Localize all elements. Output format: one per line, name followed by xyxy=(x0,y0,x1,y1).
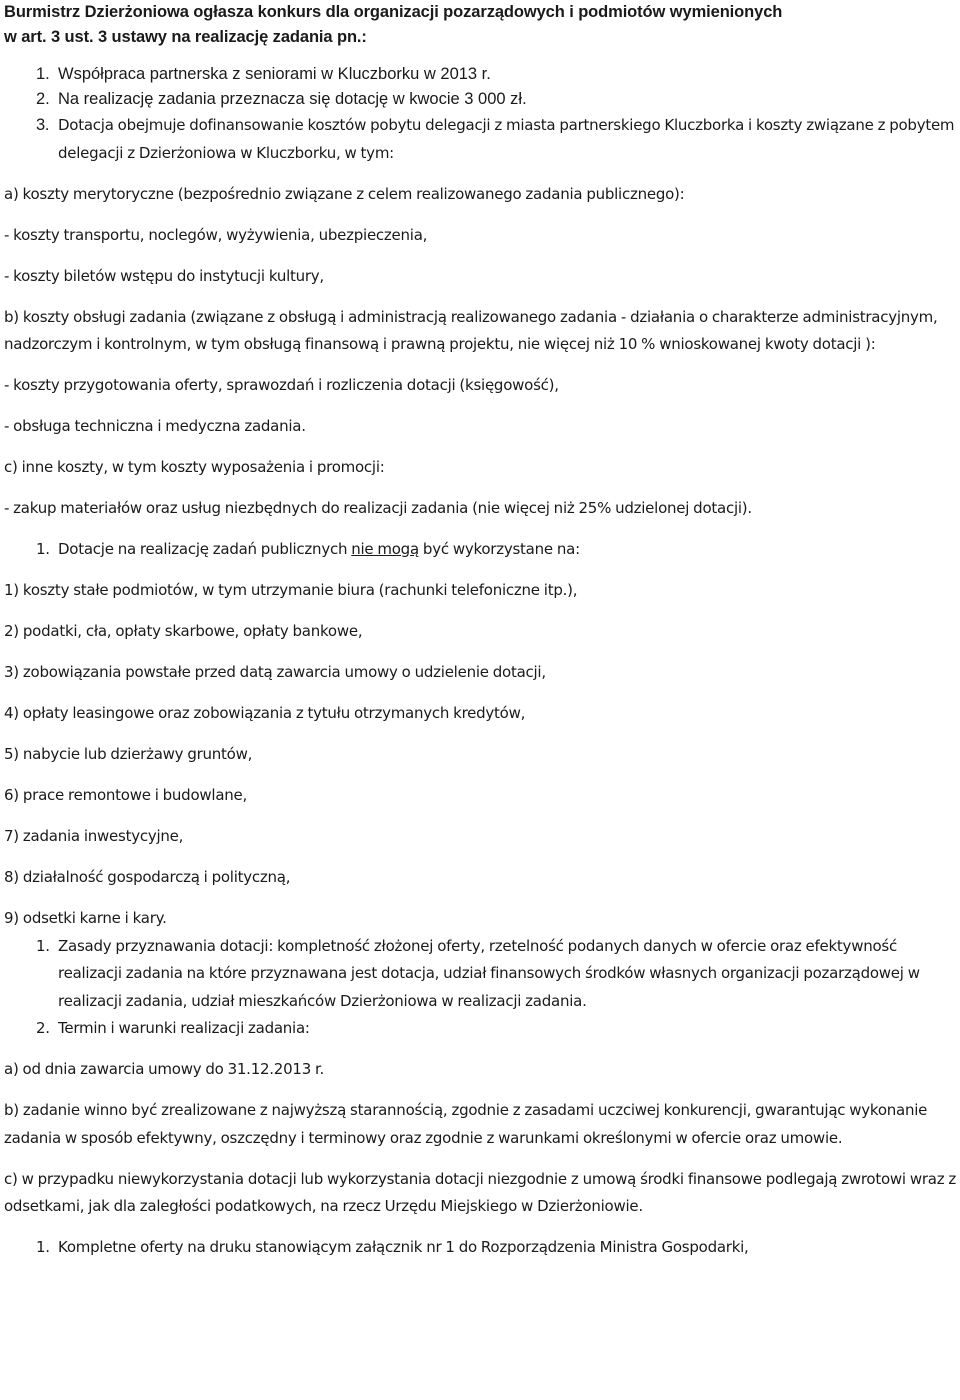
costs-section xyxy=(4,181,956,523)
list-number: 2. xyxy=(36,1019,50,1037)
restriction-item: 2) podatki, cła, opłaty skarbowe, opłaty bankowe, xyxy=(4,622,363,640)
term-a: a) od dnia zawarcia umowy do 31.12.2013 r. xyxy=(4,1060,325,1078)
cost-c-1: - zakup materiałów oraz usług niezbędnych do realizacji zadania (nie więcej niż 25% udzielonej dotacji). xyxy=(4,499,752,517)
list-text: Na realizację zadania przeznacza się dotację w kwocie 3 000 zł. xyxy=(58,90,527,108)
restriction-item: 3) zobowiązania powstałe przed datą zawarcia umowy o udzielenie dotacji, xyxy=(4,663,546,681)
cost-a-2: - koszty biletów wstępu do instytucji kultury, xyxy=(4,266,324,285)
final-item xyxy=(4,1234,956,1262)
restriction-item: 5) nabycie lub dzierżawy gruntów, xyxy=(4,745,253,763)
rules-list xyxy=(4,933,956,1043)
restriction-item: 4) opłaty leasingowe oraz zobowiązania z tytułu otrzymanych kredytów, xyxy=(4,704,526,722)
list-number: 1. xyxy=(36,1238,50,1256)
list-item xyxy=(4,1015,956,1043)
cost-b-2: - obsługa techniczna i medyczna zadania. xyxy=(4,417,306,435)
restrictions-intro: Dotacje na realizację zadań publicznych nie mogą być wykorzystane na: xyxy=(58,540,580,558)
restriction-item: 1) koszty stałe podmiotów, w tym utrzymanie biura (rachunki telefoniczne itp.), xyxy=(4,581,578,599)
term-b: b) zadanie winno być zrealizowane z najwyższą starannością, zgodnie z zasadami uczciwej konkurencji, gwarantując wykonanie zadania w sposób efektywny, oszczędny i terminowy oraz zgodnie z warunkami określonymi w ofercie oraz umowie. xyxy=(4,1101,928,1147)
underlined-text: nie mogą xyxy=(351,540,419,558)
cost-b-1: - koszty przygotowania oferty, sprawozdań i rozliczenia dotacji (księgowość), xyxy=(4,376,559,394)
restriction-item: 9) odsetki karne i kary. xyxy=(4,909,167,927)
terms-section xyxy=(4,1056,956,1221)
list-text: Dotacja obejmuje dofinansowanie kosztów pobytu delegacji z miasta partnerskiego Kluczborka i koszty związane z pobytem delegacji z Dzierżoniowa w Kluczborku, w tym: xyxy=(58,116,955,162)
heading-line-2: w art. 3 ust. 3 ustawy na realizację zadania pn.: xyxy=(4,28,367,46)
document-heading xyxy=(4,0,956,50)
list-item xyxy=(4,933,956,1016)
restriction-item: 8) działalność gospodarczą i polityczną, xyxy=(4,868,291,886)
heading-line-1: Burmistrz Dzierżoniowa ogłasza konkurs dla organizacji pozarządowych i podmiotów wymienionych xyxy=(4,3,783,21)
list-number: 1. xyxy=(36,540,50,558)
term-c: c) w przypadku niewykorzystania dotacji lub wykorzystania dotacji niezgodnie z umową środki finansowe podlegają zwrotowi wraz z odsetkami, jak dla zaległości podatkowych, na rzecz Urzędu Miejskiego w Dzierżoniowie. xyxy=(4,1169,957,1215)
cost-c: c) inne koszty, w tym koszty wyposażenia i promocji: xyxy=(4,458,385,476)
list-number: 1. xyxy=(36,65,50,83)
list-text: Termin i warunki realizacji zadania: xyxy=(58,1019,310,1037)
item-3 xyxy=(4,112,956,167)
list-text: Kompletne oferty na druku stanowiącym załącznik nr 1 do Rozporządzenia Ministra Gospodarki, xyxy=(58,1238,749,1256)
list-number: 3. xyxy=(36,116,50,134)
restriction-item: 7) zadania inwestycyjne, xyxy=(4,827,184,845)
cost-a: a) koszty merytoryczne (bezpośrednio związane z celem realizowanego zadania publicznego): xyxy=(4,184,685,203)
list-item xyxy=(4,62,956,87)
cost-b: b) koszty obsługi zadania (związane z obsługą i administracją realizowanego zadania - działania o charakterze administracyjnym, nadzorczym i kontrolnym, w tym obsługą finansową i prawną projektu, nie więcej niż 10 % wnioskowanej kwoty dotacji ): xyxy=(4,307,938,353)
list-text: Współpraca partnerska z seniorami w Kluczborku w 2013 r. xyxy=(58,65,491,83)
list-number: 2. xyxy=(36,90,50,108)
list-number: 1. xyxy=(36,936,50,955)
intro-list xyxy=(4,62,956,112)
list-item xyxy=(4,87,956,112)
cost-a-1: - koszty transportu, noclegów, wyżywienia, ubezpieczenia, xyxy=(4,225,428,244)
restriction-item: 6) prace remontowe i budowlane, xyxy=(4,786,248,804)
restrictions-section xyxy=(4,536,956,933)
list-item xyxy=(4,536,956,564)
list-text: Zasady przyznawania dotacji: kompletność złożonej oferty, rzetelność podanych danych w ofercie oraz efektywność realizacji zadania na które przyznawana jest dotacja, udział finansowych środków własnych organizacji pozarządowej w realizacji zadania, udział mieszkańców Dzierżoniowa w realizacji zadania. xyxy=(58,936,920,1010)
